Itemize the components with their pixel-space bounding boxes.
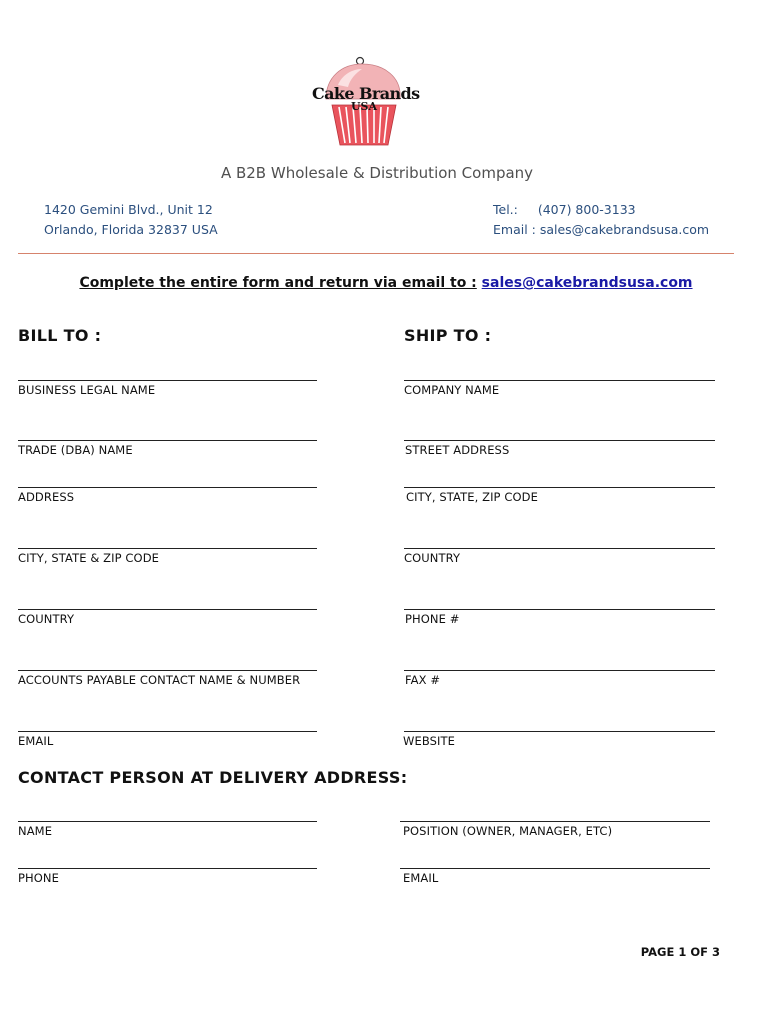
bill-to-heading: BILL TO : xyxy=(18,326,102,345)
bill-email-label: EMAIL xyxy=(18,734,54,748)
tel-label: Tel.: xyxy=(493,202,518,217)
cake-brands-logo xyxy=(312,55,420,149)
company-contact xyxy=(493,200,709,240)
ship-fax-label: FAX # xyxy=(405,673,441,687)
bill-address-label: ADDRESS xyxy=(18,490,75,504)
ship-country-label: COUNTRY xyxy=(404,551,461,565)
contact-phone-line[interactable] xyxy=(18,868,317,869)
ship-country-line[interactable] xyxy=(404,548,715,549)
bill-city-state-zip-label: CITY, STATE & ZIP CODE xyxy=(18,551,160,565)
logo-wordmark-sub: USA xyxy=(350,100,378,113)
contact-name-label: NAME xyxy=(18,824,53,838)
ship-city-state-zip-line[interactable] xyxy=(404,487,715,488)
company-address xyxy=(44,200,218,240)
bill-city-state-zip-line[interactable] xyxy=(18,548,317,549)
business-legal-name-line[interactable] xyxy=(18,380,317,381)
bill-country-line[interactable] xyxy=(18,609,317,610)
instruction-email-link[interactable]: sales@cakebrandsusa.com xyxy=(481,275,693,291)
contact-person-heading: CONTACT PERSON AT DELIVERY ADDRESS: xyxy=(18,768,408,787)
email-line: Email : sales@cakebrandsusa.com xyxy=(493,222,710,237)
street-address-label: STREET ADDRESS xyxy=(405,443,510,457)
ship-website-line[interactable] xyxy=(404,731,715,732)
logo-wordmark: Cake Brands xyxy=(312,84,420,103)
company-name-label: COMPANY NAME xyxy=(404,383,500,397)
company-tagline: A B2B Wholesale & Distribution Company xyxy=(220,164,534,182)
bill-country-label: COUNTRY xyxy=(18,612,75,626)
header-divider xyxy=(18,253,734,254)
contact-position-label: POSITION (OWNER, MANAGER, ETC) xyxy=(403,824,613,838)
ship-to-heading: SHIP TO : xyxy=(404,326,492,345)
instruction-line xyxy=(0,275,768,291)
business-legal-name-label: BUSINESS LEGAL NAME xyxy=(18,383,156,397)
ship-phone-label: PHONE # xyxy=(405,612,460,626)
tel-value: (407) 800-3133 xyxy=(537,202,636,217)
trade-name-label: TRADE (DBA) NAME xyxy=(18,443,133,457)
company-name-line[interactable] xyxy=(404,380,715,381)
bill-address-line[interactable] xyxy=(18,487,317,488)
ap-contact-label: ACCOUNTS PAYABLE CONTACT NAME & NUMBER xyxy=(18,673,301,687)
trade-name-line[interactable] xyxy=(18,440,317,441)
address-line-2: Orlando, Florida 32837 USA xyxy=(44,222,218,237)
contact-email-label: EMAIL xyxy=(403,871,439,885)
page-number: PAGE 1 OF 3 xyxy=(640,945,720,959)
contact-phone-label: PHONE xyxy=(18,871,60,885)
contact-position-line[interactable] xyxy=(400,821,710,822)
ship-phone-line[interactable] xyxy=(404,609,715,610)
ap-contact-line[interactable] xyxy=(18,670,317,671)
contact-email-line[interactable] xyxy=(400,868,710,869)
phone-line xyxy=(493,200,709,220)
ship-website-label: WEBSITE xyxy=(403,734,456,748)
street-address-line[interactable] xyxy=(404,440,715,441)
instruction-text: Complete the entire form and return via email to : xyxy=(79,275,477,291)
ship-fax-line[interactable] xyxy=(404,670,715,671)
bill-email-line[interactable] xyxy=(18,731,317,732)
contact-name-line[interactable] xyxy=(18,821,317,822)
ship-city-state-zip-label: CITY, STATE, ZIP CODE xyxy=(406,490,538,504)
address-line-1: 1420 Gemini Blvd., Unit 12 xyxy=(44,202,213,217)
